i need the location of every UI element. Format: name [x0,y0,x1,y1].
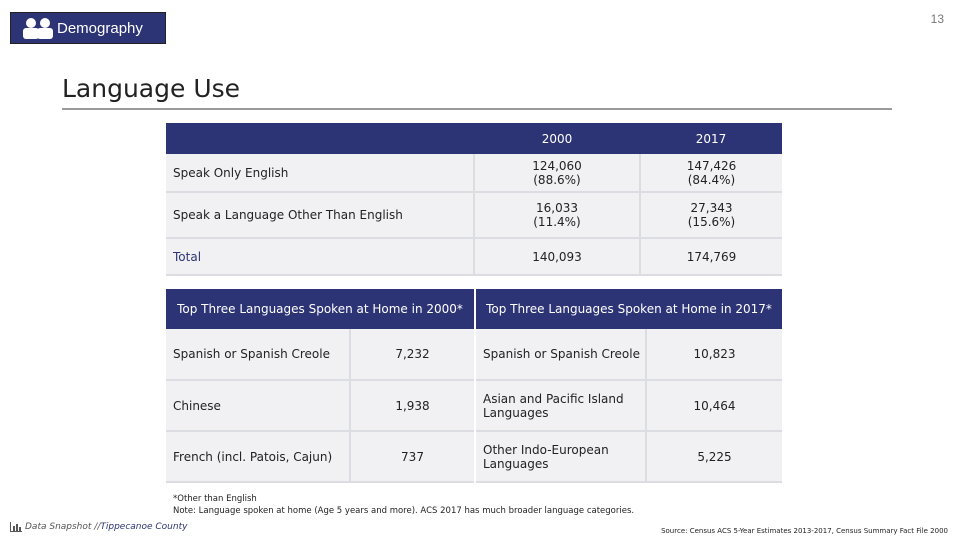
table-row [166,431,474,482]
language-count: 10,464 [646,380,782,431]
column-header-2017: 2017 [640,123,782,154]
language-count: 737 [350,431,474,482]
footer-prefix: Data Snapshot // [25,522,101,532]
table-row [166,380,474,431]
table-row [476,329,782,380]
footnotes [173,493,634,517]
count: 16,033 [536,201,578,215]
footnote-note: Note: Language spoken at home (Age 5 years and more). ACS 2017 has much broader language categories. [173,506,635,516]
page-title: Language Use [62,74,241,103]
count: 124,060 [532,158,582,173]
table-row [476,380,782,431]
top-2017-header: Top Three Languages Spoken at Home in 2017* [476,289,782,329]
percent: (11.4%) [533,215,581,229]
total-row [166,238,782,275]
section-badge [10,12,166,44]
total-2017: 174,769 [640,238,782,275]
percent: (15.6%) [687,215,736,229]
table-row [476,431,782,482]
count: 147,426 [686,158,737,173]
language-name: Spanish or Spanish Creole [166,329,350,380]
language-name: Asian and Pacific Island Languages [476,380,646,431]
people-icon [19,17,59,39]
table-header-row [166,123,782,154]
total-label: Total [166,238,474,275]
percent: (88.6%) [533,172,581,187]
table-row [166,192,782,238]
language-name: Spanish or Spanish Creole [476,329,646,380]
top-2017-table [476,329,782,483]
bar-chart-icon [10,522,22,532]
section-label: Demography [57,20,143,37]
language-count: 10,823 [646,329,782,380]
footer-county: Tippecanoe County [100,522,188,532]
footer-source: Source: Census ACS 5-Year Estimates 2013-2017, Census Summary Fact File 2000 [661,527,948,535]
value-2000 [474,154,640,192]
footnote-asterisk: *Other than English [173,494,257,504]
language-name: French (incl. Patois, Cajun) [166,431,350,482]
header-empty-cell [166,123,474,154]
row-label: Speak Only English [166,154,474,192]
title-divider [62,108,892,110]
top-2000-table [166,329,474,483]
language-use-table [166,123,782,276]
language-name: Chinese [166,380,350,431]
value-2017 [640,154,782,192]
count: 27,343 [690,201,733,215]
language-count: 5,225 [646,431,782,482]
percent: (84.4%) [687,172,736,187]
language-count: 7,232 [350,329,474,380]
value-2017 [640,192,782,238]
footer-brand [10,522,187,532]
language-name: Other Indo-European Languages [476,431,646,482]
table-row [166,154,782,192]
page-number: 13 [930,12,944,26]
column-header-2000: 2000 [474,123,640,154]
row-label: Speak a Language Other Than English [166,192,474,238]
value-2000 [474,192,640,238]
total-2000: 140,093 [474,238,640,275]
top-2000-header: Top Three Languages Spoken at Home in 2000* [166,289,474,329]
language-count: 1,938 [350,380,474,431]
table-row [166,329,474,380]
